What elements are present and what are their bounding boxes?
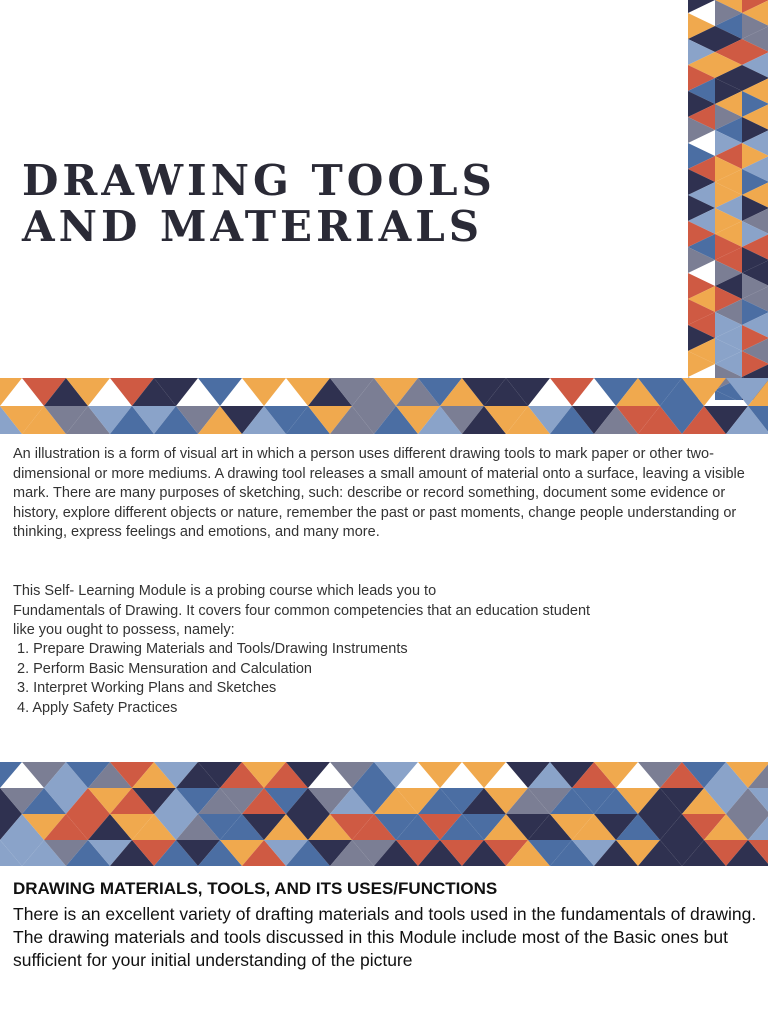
section-heading: DRAWING MATERIALS, TOOLS, AND ITS USES/FUNCTIONS bbox=[13, 879, 498, 898]
decorative-triangle bbox=[0, 762, 22, 788]
intro-paragraph: An illustration is a form of visual art in which a person uses different drawing tools to mark paper or other two-dimensional or more mediums. A drawing tool releases a small amount of material onto a surface, leaving a visible mark. There are many purposes of sketching, such: describe or record something, document some evidence or history, explore different objects or nature, remember the past or past moments, change people understanding or thinking, express feelings and emotions, and many more. bbox=[13, 446, 745, 540]
module-line-2: Fundamentals of Drawing. It covers four common competencies that an education student bbox=[13, 602, 591, 619]
decorative-triangle-band-top bbox=[0, 378, 768, 434]
competency-item: 4. Apply Safety Practices bbox=[17, 699, 178, 716]
section-body: There is an excellent variety of drafting materials and tools used in the fundamentals of drawing. The drawing materials and tools discussed in this Module include most of the Basic ones but sufficient for your initial understanding of the picture bbox=[13, 904, 757, 970]
page-title bbox=[22, 158, 496, 250]
module-description bbox=[13, 582, 758, 641]
title-line-2: AND MATERIALS bbox=[22, 202, 484, 251]
decorative-triangle bbox=[688, 0, 715, 13]
competency-item: 3. Interpret Working Plans and Sketches bbox=[17, 680, 277, 696]
title-line-1: DRAWING TOOLS bbox=[22, 156, 496, 205]
competency-list bbox=[17, 640, 408, 718]
decorative-triangle bbox=[550, 378, 594, 406]
decorative-triangle bbox=[418, 762, 462, 788]
decorative-triangle-band-middle bbox=[0, 762, 768, 866]
decorative-triangle-pattern-right bbox=[688, 0, 768, 400]
decorative-triangle bbox=[0, 378, 22, 406]
decorative-triangle bbox=[242, 378, 286, 406]
module-line-1: This Self- Learning Module is a probing course which leads you to bbox=[13, 583, 437, 599]
competency-item: 2. Perform Basic Mensuration and Calculation bbox=[17, 660, 312, 677]
competency-item: 1. Prepare Drawing Materials and Tools/Drawing Instruments bbox=[17, 641, 408, 657]
module-line-3: like you ought to possess, namely: bbox=[13, 622, 235, 638]
decorative-triangle bbox=[198, 378, 242, 406]
decorative-triangle bbox=[462, 762, 506, 788]
